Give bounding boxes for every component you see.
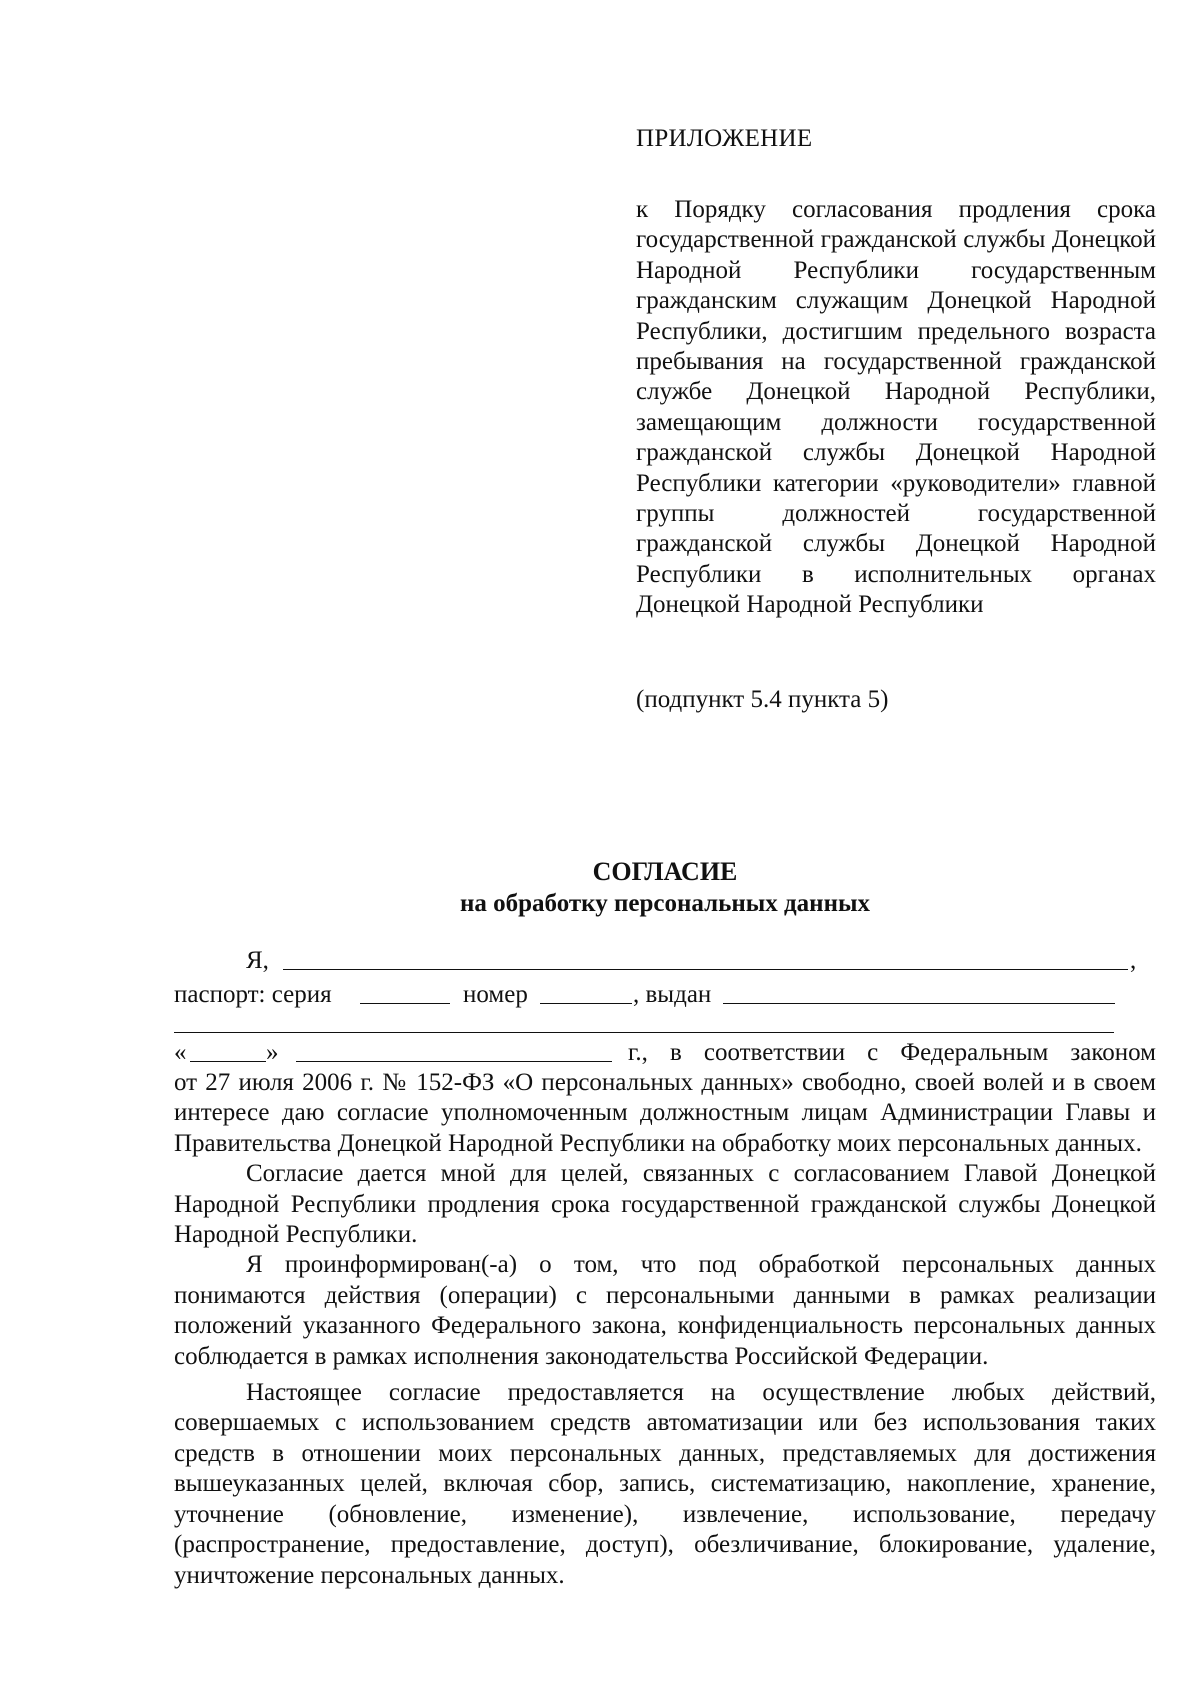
paragraph-purpose: Согласие дается мной для целей, связанных с согласованием Главой Донецкой Народной Республики продления срока государственной гражданской службы Донецкой Народной Республики.	[174, 1160, 1156, 1249]
paragraph-consent-grant: от 27 июля 2006 г. № 152-ФЗ «О персональных данных» свободно, своей волей и в своем интересе даю согласие уполномоченным должностным лицам Администрации Главы и Правительства Донецкой Народной Республики на обработку моих персональных данных.	[174, 1069, 1156, 1157]
passport-series-label: паспорт: серия	[174, 981, 332, 1008]
consent-subtitle: на обработку персональных данных	[460, 890, 870, 917]
issued-by-field-continued[interactable]	[174, 1032, 1114, 1033]
passport-number-label: номер	[463, 981, 528, 1008]
issued-label: , выдан	[633, 981, 712, 1008]
appendix-text: к Порядку согласования продления срока государственной гражданской службы Донецкой Народной Республики государственным гражданским служащим Донецкой Народной Республики, достигшим предельного возраста пребывания на государственной гражданской службе Донецкой Народной Республики, замещающим должности государственной гражданской службы Донецкой Народной Республики категории «руководители» главной группы должностей государственной гражданской службы Донецкой Народной Республики в исполнительных органах Донецкой Народной Республики	[636, 196, 1156, 619]
law-reference-start: г., в соответствии с Федеральным законом	[628, 1039, 1156, 1066]
appendix-title: ПРИЛОЖЕНИЕ	[636, 125, 813, 152]
name-comma: ,	[1130, 947, 1137, 974]
passport-series-field[interactable]	[360, 1003, 450, 1004]
consent-title: СОГЛАСИЕ	[592, 857, 738, 886]
appendix-reference: (подпункт 5.4 пункта 5)	[636, 686, 889, 713]
paragraph-informed: Я проинформирован(-а) о том, что под обработкой персональных данных понимаются действия (операции) с персональными данными в рамках реализации положений указанного Федерального закона, конфиденциальность персональных данных соблюдается в рамках исполнения законодательства Российской Федерации.	[174, 1251, 1156, 1370]
quote-open: «	[174, 1039, 187, 1066]
issue-day-field[interactable]	[190, 1061, 266, 1062]
full-name-field[interactable]	[283, 969, 1128, 970]
issue-month-year-field[interactable]	[296, 1061, 612, 1062]
issued-by-field[interactable]	[723, 1003, 1115, 1004]
passport-number-field[interactable]	[540, 1003, 632, 1004]
paragraph-scope: Настоящее согласие предоставляется на осуществление любых действий, совершаемых с использованием средств автоматизации или без использования таких средств в отношении моих персональных данных, представляемых для достижения вышеуказанных целей, включая сбор, запись, систематизацию, накопление, хранение, уточнение (обновление, изменение), извлечение, использование, передачу (распространение, предоставление, доступ), обезличивание, блокирование, удаление, уничтожение персональных данных.	[174, 1379, 1156, 1589]
i-label: Я,	[246, 947, 269, 974]
quote-close: »	[266, 1039, 279, 1066]
consent-body	[174, 1068, 1156, 1591]
